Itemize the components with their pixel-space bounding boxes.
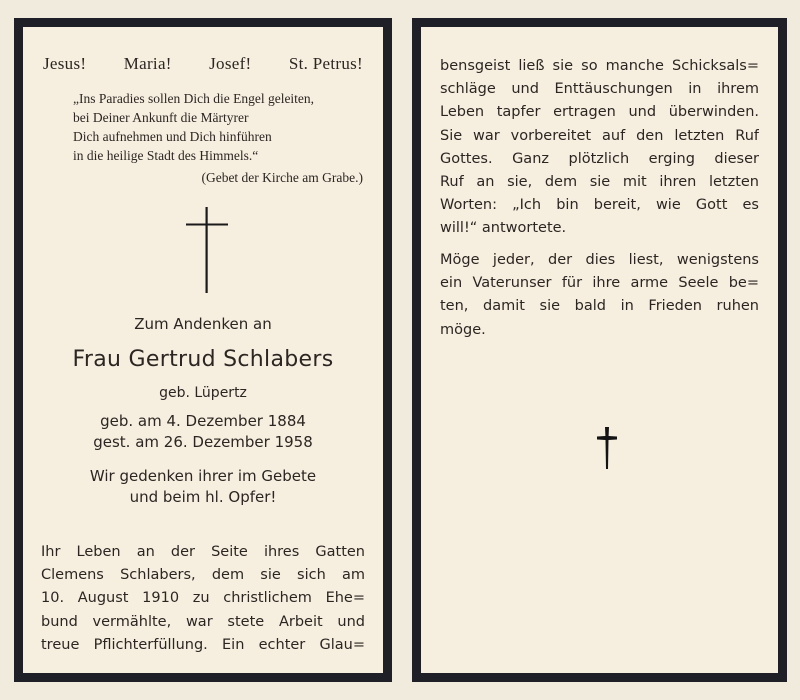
maiden-name: geb. Lüpertz [159, 385, 247, 401]
request-line: möge. [440, 321, 486, 338]
biography-line: will!“ antwortete. [440, 220, 567, 237]
biography-text-start [41, 541, 365, 657]
prayer-line: „Ins Paradies sollen Dich die Engel geleiten, [73, 91, 315, 106]
biography-line: treue Pflichterfüllung. Ein echter Glau= [41, 636, 365, 653]
prayer-line: Dich aufnehmen und Dich hinführen [73, 129, 272, 144]
request-line: ten, damit sie bald in Frieden ruhen [440, 298, 759, 315]
prayer-line: bei Deiner Ankunft die Märtyrer [73, 110, 249, 125]
remembrance-line: Wir gedenken ihrer im Gebete [89, 467, 317, 485]
invocation-line [43, 54, 363, 74]
biography-text-continued [440, 55, 759, 241]
biography-line: bund vermählte, war stete Arbeit und [41, 613, 365, 630]
prayer-source: (Gebet der Kirche am Grabe.) [201, 170, 363, 185]
invocation-maria: Maria! [123, 54, 172, 73]
request-line: ein Vaterunser für ihre arme Seele be= [440, 275, 759, 292]
deceased-name: Frau Gertrud Schlabers [72, 347, 334, 372]
biography-line: Clemens Schlabers, dem sie sich am [41, 567, 365, 584]
remembrance-note [23, 466, 383, 508]
invocation-petrus: St. Petrus! [288, 54, 363, 73]
left-page [14, 18, 392, 682]
biography-line: Ihr Leben an der Seite ihres Gatten [41, 544, 365, 560]
biography-line: Leben tapfer ertragen und überwinden. [440, 104, 759, 121]
right-page [412, 18, 787, 682]
death-date: gest. am 26. Dezember 1958 [93, 433, 313, 451]
remembrance-line: und beim hl. Opfer! [129, 488, 277, 506]
biography-line: 10. August 1910 zu christlichem Ehe= [41, 590, 365, 607]
birth-date: geb. am 4. Dezember 1884 [100, 412, 306, 430]
invocation-jesus: Jesus! [43, 54, 87, 73]
prayer-quote [73, 89, 363, 165]
request-line: Möge jeder, der dies liest, wenigstens [440, 252, 759, 268]
small-cross-icon [596, 427, 618, 469]
biography-line: schläge und Enttäuschungen in ihrem [440, 81, 759, 98]
large-cross-icon [186, 207, 228, 293]
biography-line: Ruf an sie, dem sie mit ihren letzten [440, 174, 759, 191]
life-dates [23, 411, 383, 453]
biography-line: Worten: „Ich bin bereit, wie Gott es [440, 197, 759, 214]
prayer-line: in die heilige Stadt des Himmels.“ [73, 148, 259, 163]
biography-line: bensgeist ließ sie so manche Schicksals= [440, 58, 759, 74]
memorial-heading: Zum Andenken an [134, 315, 272, 333]
prayer-request-text [440, 249, 759, 342]
invocation-josef: Josef! [209, 54, 252, 73]
biography-line: Gottes. Ganz plötzlich erging dieser [440, 150, 759, 167]
biography-line: Sie war vorbereitet auf den letzten Ruf [440, 127, 759, 144]
